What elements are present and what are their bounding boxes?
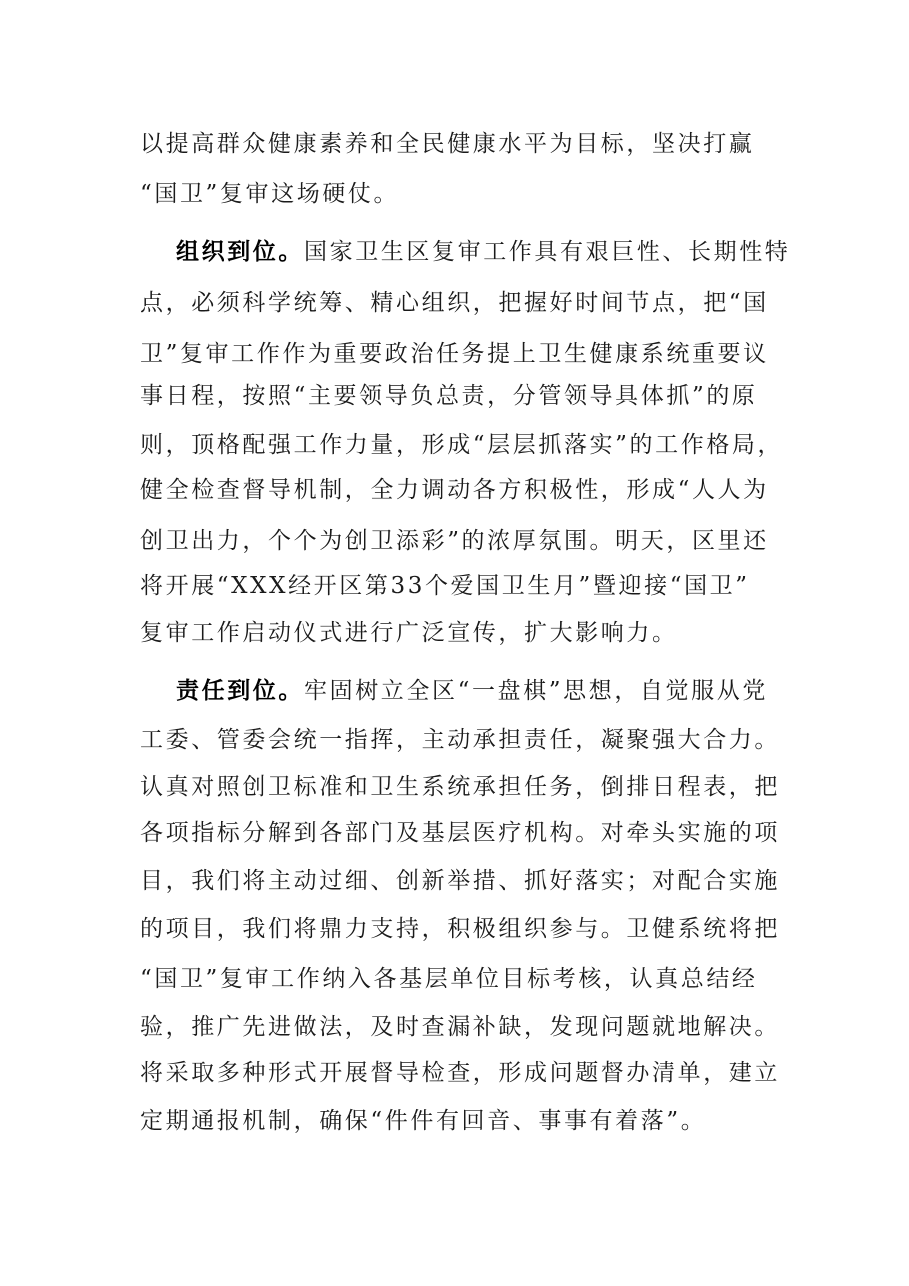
- paragraph-line: 各项指标分解到各部门及基层医疗机构。对牵头实施的项: [140, 820, 780, 846]
- paragraph-line: 则，顶格配强工作力量，形成“层层抓落实”的工作格局，: [140, 432, 784, 458]
- paragraph-line: 创卫出力，个个为创卫添彩”的浓厚氛围。明天，区里还: [140, 528, 769, 554]
- paragraph-line: 卫”复审工作作为重要政治任务提上卫生健康系统重要议: [140, 341, 769, 367]
- paragraph-line: [176, 232, 790, 272]
- paragraph-line: 将采取多种形式开展督导检查，形成问题督办清单，建立: [140, 1060, 780, 1086]
- paragraph-line: [176, 671, 768, 711]
- paragraph-line: 点，必须科学统筹、精心组织，把握好时间节点，把“国: [140, 290, 769, 316]
- paragraph-heading: 组织到位。: [176, 238, 304, 265]
- paragraph-line: 事日程，按照“主要领导负总责，分管领导具体抓”的原: [140, 383, 758, 409]
- paragraph-text: 国家卫生区复审工作具有艰巨性、长期性特: [304, 239, 791, 265]
- paragraph-line: 工委、管委会统一指挥，主动承担责任，凝聚强大合力。: [140, 727, 780, 753]
- paragraph-line: 定期通报机制，确保“件件有回音、事事有着落”。: [140, 1108, 707, 1134]
- paragraph-line: 目，我们将主动过细、创新举措、抓好落实；对配合实施: [140, 868, 780, 894]
- paragraph-line: 健全检查督导机制，全力调动各方积极性，形成“人人为: [140, 477, 769, 503]
- paragraph-text: 牢固树立全区“一盘棋”思想，自觉服从党: [304, 678, 768, 704]
- paragraph-line: 将开展“XXX经开区第33个爱国卫生月”暨迎接“国卫”: [140, 573, 750, 599]
- paragraph-line: 验，推广先进做法，及时查漏补缺，发现问题就地解决。: [140, 1014, 780, 1040]
- paragraph-line: “国卫”复审工作纳入各基层单位目标考核，认真总结经: [140, 966, 758, 992]
- paragraph-line: 认真对照创卫标准和卫生系统承担任务，倒排日程表，把: [140, 774, 780, 800]
- paragraph-line: 以提高群众健康素养和全民健康水平为目标，坚决打赢: [140, 131, 755, 157]
- paragraph-line: 的项目，我们将鼎力支持，积极组织参与。卫健系统将把: [140, 916, 780, 942]
- paragraph-line: “国卫”复审这场硬仗。: [140, 181, 400, 207]
- paragraph-line: 复审工作启动仪式进行广泛宣传，扩大影响力。: [140, 620, 678, 646]
- paragraph-heading: 责任到位。: [176, 677, 304, 704]
